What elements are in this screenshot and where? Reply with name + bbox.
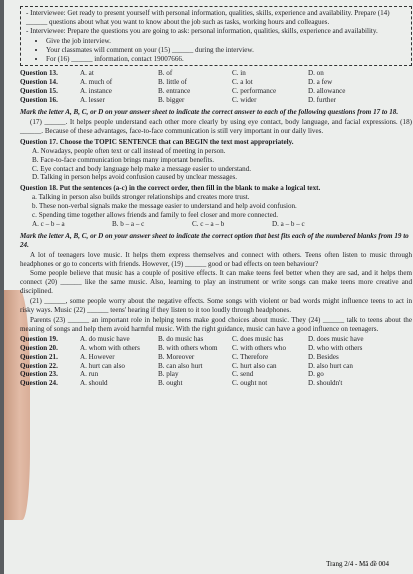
option-b: B. little of bbox=[158, 78, 187, 87]
option-d: D. a few bbox=[308, 78, 333, 87]
option-a: A. do music have bbox=[80, 334, 130, 343]
question-number: Question 13. bbox=[20, 69, 58, 78]
exam-page bbox=[4, 0, 413, 574]
option-c: C. ought not bbox=[232, 379, 268, 388]
question-row bbox=[20, 379, 412, 388]
box-list bbox=[26, 37, 407, 64]
option-b: B. Face-to-face communication brings many important benefits. bbox=[32, 155, 215, 164]
question-row bbox=[20, 87, 412, 96]
option-b: B. entrance bbox=[158, 87, 191, 96]
question-number: Question 20. bbox=[20, 343, 58, 352]
option-b: B. b – a – c bbox=[112, 219, 145, 228]
question-row bbox=[20, 69, 412, 78]
question-row bbox=[20, 335, 412, 344]
option-a: A. lesser bbox=[80, 96, 105, 105]
option-b: B. can also hurt bbox=[158, 361, 203, 370]
option-d: D. allowance bbox=[308, 87, 346, 96]
directions-19-24: Mark the letter A, B, C, or D on your answer sheet to indicate the correct option that best fits each of the numbered blanks from 19 to 24. bbox=[20, 231, 409, 249]
option-b: B. play bbox=[158, 370, 179, 379]
question-row bbox=[20, 96, 412, 105]
question-number: Question 22. bbox=[20, 361, 58, 370]
option-c: C. Therefore bbox=[232, 352, 269, 361]
option-b: B. bigger bbox=[158, 96, 185, 105]
option-a: A. c – b – a bbox=[32, 219, 65, 228]
page-content bbox=[20, 6, 412, 388]
option-c: C. in bbox=[232, 69, 246, 78]
question-row bbox=[20, 353, 412, 362]
option-d: D. does music have bbox=[308, 334, 364, 343]
question-18-options bbox=[20, 220, 412, 229]
option-a: A. hurt can also bbox=[80, 361, 125, 370]
option-c: C. wider bbox=[232, 96, 257, 105]
passage-paragraph: Parents (23) ______ an important role in helping teens make good choices about music. They (24) ______ talk to teens about the meaning of songs and help them avoid harmful music. With the right guidance, music can have a good influence on teenagers. bbox=[20, 316, 412, 333]
option-b: B. Moreover bbox=[158, 352, 195, 361]
box-line-1: - Interviewee: Get ready to present yourself with personal information, qualities, skills, experience and availability. Prepare (14) ______ questions about what you want to know about the job such as tasks, working hours and colleagues. bbox=[26, 9, 390, 26]
page-footer: Trang 2/4 - Mã đề 004 bbox=[326, 560, 389, 568]
question-number: Question 19. bbox=[20, 334, 58, 343]
option-d: D. go bbox=[308, 370, 324, 379]
passage-paragraph: (21) ______, some people worry about the negative effects. Some songs with violent or bad words might influence teens to act in risky ways. Music (22) ______ teens' hearing if they listen to it too loudly through headphones. bbox=[20, 297, 412, 315]
box-bullet: • For (16) ______ information, contact 19007666. bbox=[46, 55, 407, 64]
question-row bbox=[20, 344, 412, 353]
option-c: C. performance bbox=[232, 87, 277, 96]
mcq-19-24 bbox=[20, 335, 412, 388]
option-a: A. run bbox=[80, 370, 99, 379]
box-line-2: - Interviewee: Prepare the questions you are going to ask: personal information, qualities, skills, experience and availability. bbox=[26, 26, 378, 35]
option-a: A. However bbox=[80, 352, 115, 361]
option-c: C. send bbox=[232, 370, 254, 379]
option-d: D. who with others bbox=[308, 343, 363, 352]
option-d: D. Talking in person helps avoid confusion caused by unclear messages. bbox=[32, 173, 238, 182]
option-c: C. c – a – b bbox=[192, 219, 225, 228]
option-a: A. at bbox=[80, 69, 94, 78]
text-17-18: (17) ______. It helps people understand each other more clearly by using eye contact, body language, and facial expressions. (18) ______. Because of these advantages, face-to-face communication is still very important in our daily lives. bbox=[20, 117, 412, 135]
option-b: B. ought bbox=[158, 379, 183, 388]
option-c: C. Eye contact and body language help make a message easier to understand. bbox=[32, 164, 252, 173]
option-c: C. does music has bbox=[232, 334, 284, 343]
question-number: Question 21. bbox=[20, 352, 58, 361]
box-bullet: • Give the job interview. bbox=[46, 37, 407, 46]
option-c: C. with others who bbox=[232, 343, 286, 352]
question-18-head: Question 18. Put the sentences (a-c) in the correct order, then fill in the blank to make a logical text. bbox=[20, 184, 321, 193]
option-a: A. whom with others bbox=[80, 343, 140, 352]
passage-paragraph: A lot of teenagers love music. It helps them express themselves and connect with others. Teens often listen to music through headphones or go to concerts with friends. However, (19) ______ good or bad effects on teen behaviour? bbox=[20, 250, 412, 268]
option-d: D. Besides bbox=[308, 352, 339, 361]
sentence-item: c. Spending time together allows friends and family to feel closer and more connected. bbox=[32, 211, 279, 220]
option-a: A. much of bbox=[80, 78, 113, 87]
mcq-13-16 bbox=[20, 69, 412, 105]
directions-17-18: Mark the letter A, B, C, or D on your answer sheet to indicate the correct answer to each of the following questions from 17 to 18. bbox=[20, 108, 399, 117]
question-number: Question 23. bbox=[20, 370, 58, 379]
option-c: C. hurt also can bbox=[232, 361, 277, 370]
option-d: D. shouldn't bbox=[308, 379, 343, 388]
option-d: D. a – b – c bbox=[272, 219, 305, 228]
option-d: D. also hurt can bbox=[308, 361, 353, 370]
question-number: Question 24. bbox=[20, 379, 58, 388]
box-bullet: • Your classmates will comment on your (15) ______ during the interview. bbox=[46, 46, 407, 55]
option-a: A. Nowadays, people often text or call instead of meeting in person. bbox=[32, 146, 226, 155]
option-b: B. do music has bbox=[158, 334, 204, 343]
question-17-head: Question 17. Choose the TOPIC SENTENCE that can BEGIN the text most appropriately. bbox=[20, 137, 294, 146]
option-c: C. a lot bbox=[232, 78, 253, 87]
option-a: A. should bbox=[80, 379, 108, 388]
option-b: B. of bbox=[158, 69, 173, 78]
question-row bbox=[20, 370, 412, 379]
question-row bbox=[20, 78, 412, 87]
option-d: D. further bbox=[308, 96, 336, 105]
question-number: Question 16. bbox=[20, 96, 58, 105]
option-b: B. with others whom bbox=[158, 343, 218, 352]
question-row bbox=[20, 362, 412, 371]
passage-paragraph: Some people believe that music has a couple of positive effects. It can make teens feel better when they are sad, and it helps them connect (20) ______ like the same music. Also, learning to play an instrument or write songs can make teens more creative and disciplined. bbox=[20, 269, 412, 296]
sentence-item: a. Talking in person also builds stronger relationships and creates more trust. bbox=[32, 193, 250, 202]
question-number: Question 15. bbox=[20, 87, 58, 96]
option-d: D. on bbox=[308, 69, 324, 78]
sentence-item: b. These non-verbal signals make the message easier to understand and help avoid confusion. bbox=[32, 202, 297, 211]
option-a: A. instance bbox=[80, 87, 112, 96]
question-number: Question 14. bbox=[20, 78, 58, 87]
instruction-box bbox=[20, 6, 412, 66]
